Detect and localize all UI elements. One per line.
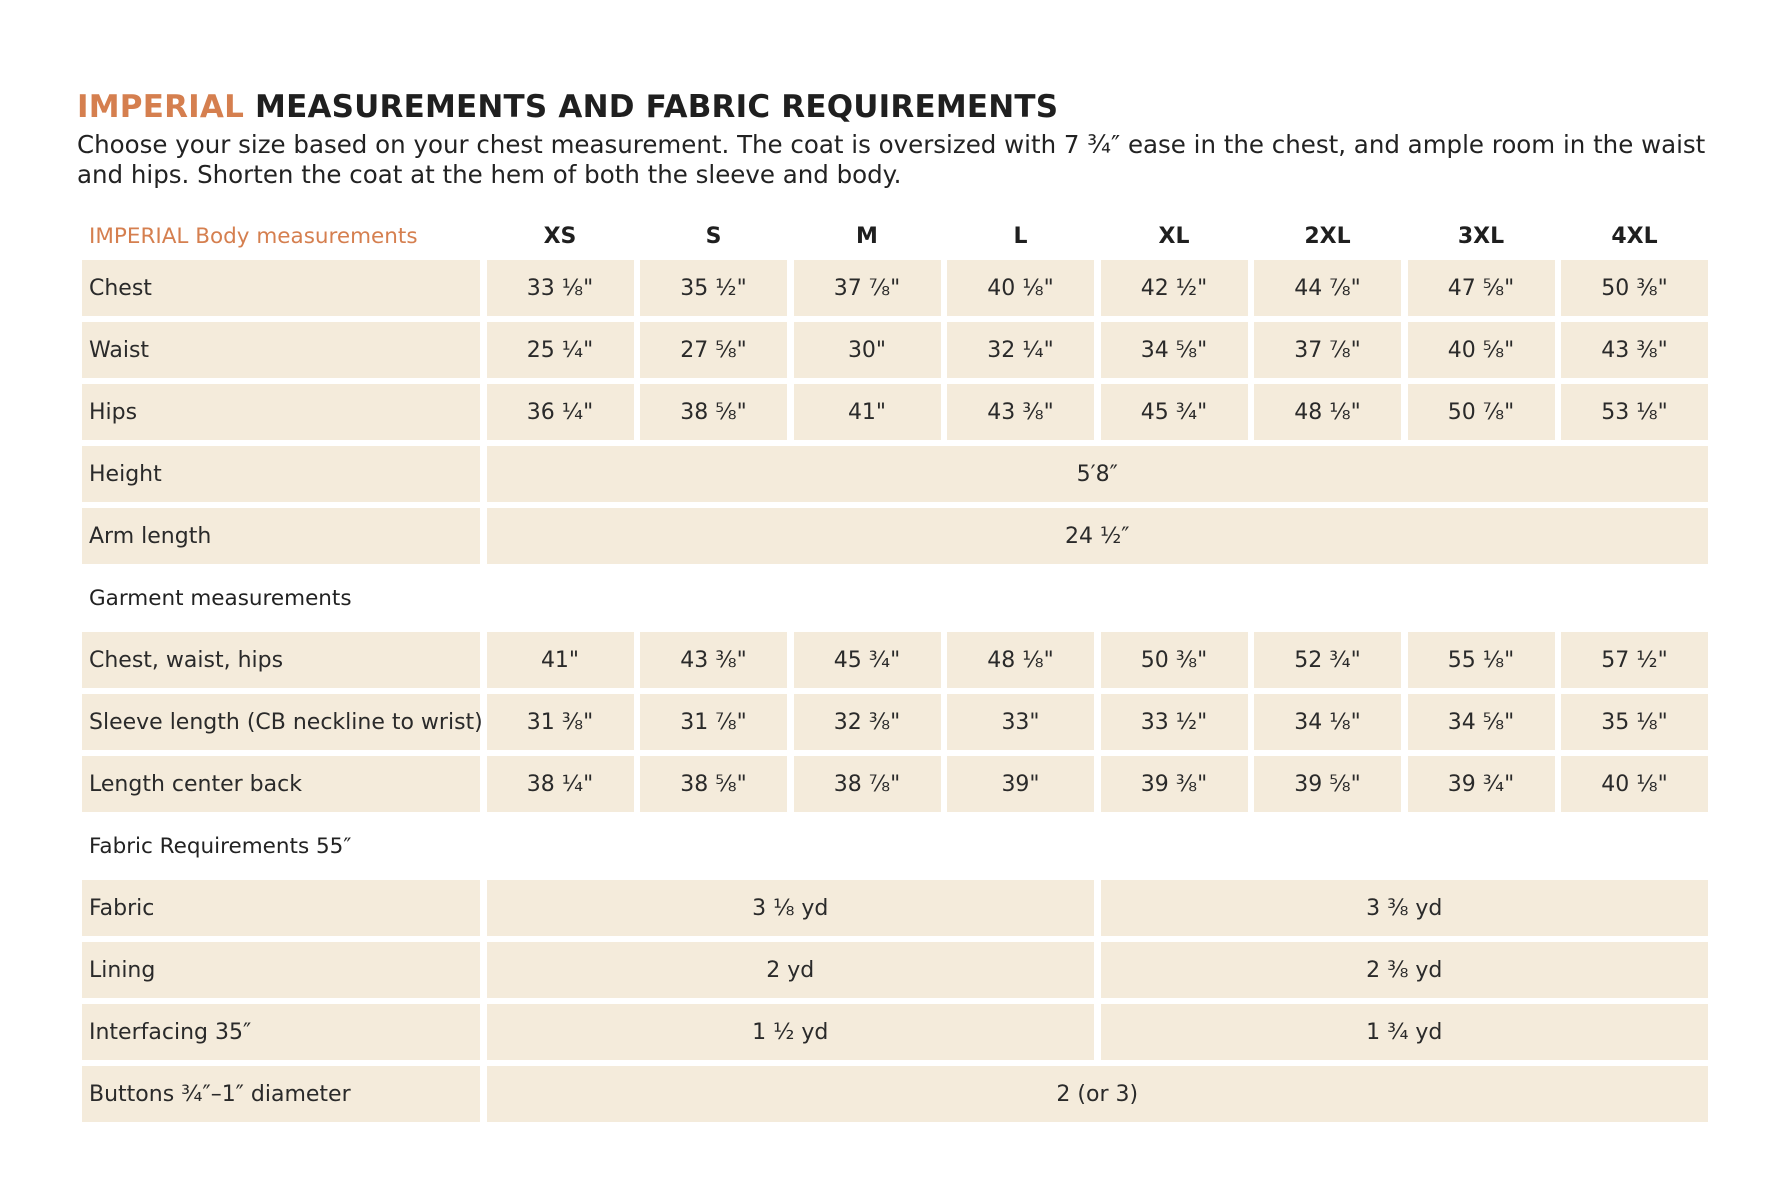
table-cell: 39 ⅝" bbox=[1254, 756, 1401, 812]
row-label-length-center-back: Length center back bbox=[82, 756, 480, 812]
table-cell: 37 ⅞" bbox=[1254, 322, 1401, 378]
table-cell: 48 ⅛" bbox=[947, 632, 1094, 688]
fabric-small-value: 3 ⅛ yd bbox=[487, 880, 1095, 936]
table-cell: 33" bbox=[947, 694, 1094, 750]
size-header: 3XL bbox=[1457, 223, 1505, 249]
table-cell: 36 ¼" bbox=[487, 384, 634, 440]
table-header-label: IMPERIAL Body measurements bbox=[89, 223, 418, 249]
row-label-waist: Waist bbox=[82, 322, 480, 378]
lining-large-value: 2 ⅜ yd bbox=[1101, 942, 1709, 998]
table-cell: 34 ⅝" bbox=[1408, 694, 1555, 750]
section-fabric-requirements: Fabric Requirements 55″ bbox=[89, 833, 352, 859]
size-header: M bbox=[856, 223, 878, 249]
table-cell: 55 ⅛" bbox=[1408, 632, 1555, 688]
row-label-buttons: Buttons ¾″–1″ diameter bbox=[82, 1066, 480, 1122]
table-cell: 38 ⅝" bbox=[640, 384, 787, 440]
table-cell: 32 ⅜" bbox=[794, 694, 941, 750]
size-header: XS bbox=[543, 223, 577, 249]
table-cell: 30" bbox=[794, 322, 941, 378]
table-cell: 34 ⅛" bbox=[1254, 694, 1401, 750]
table-cell: 43 ⅜" bbox=[947, 384, 1094, 440]
table-cell: 57 ½" bbox=[1561, 632, 1708, 688]
title-accent: IMPERIAL bbox=[77, 89, 245, 125]
table-cell: 39" bbox=[947, 756, 1094, 812]
page-title bbox=[77, 90, 1058, 124]
arm-length-value: 24 ½″ bbox=[487, 508, 1709, 564]
table-cell: 50 ⅜" bbox=[1561, 260, 1708, 316]
row-label-chest: Chest bbox=[82, 260, 480, 316]
intro-text: Choose your size based on your chest measurement. The coat is oversized with 7 ¾″ ease in the chest, and ample room in the waist and hips. Shorten the coat at the hem of both the sleeve and body. bbox=[77, 130, 1706, 189]
row-label-fabric: Fabric bbox=[82, 880, 480, 936]
height-value: 5′8″ bbox=[487, 446, 1709, 502]
title-rest: MEASUREMENTS AND FABRIC REQUIREMENTS bbox=[244, 89, 1059, 125]
table-cell: 38 ⅞" bbox=[794, 756, 941, 812]
row-label-chest-waist-hips: Chest, waist, hips bbox=[82, 632, 480, 688]
table-cell: 44 ⅞" bbox=[1254, 260, 1401, 316]
table-cell: 27 ⅝" bbox=[640, 322, 787, 378]
table-cell: 53 ⅛" bbox=[1561, 384, 1708, 440]
table-cell: 45 ¾" bbox=[1101, 384, 1248, 440]
table-cell: 37 ⅞" bbox=[794, 260, 941, 316]
row-label-height: Height bbox=[82, 446, 480, 502]
table-cell: 45 ¾" bbox=[794, 632, 941, 688]
table-cell: 33 ½" bbox=[1101, 694, 1248, 750]
table-cell: 52 ¾" bbox=[1254, 632, 1401, 688]
table-cell: 40 ⅛" bbox=[947, 260, 1094, 316]
table-cell: 34 ⅝" bbox=[1101, 322, 1248, 378]
section-garment-measurements: Garment measurements bbox=[89, 585, 352, 611]
table-cell: 25 ¼" bbox=[487, 322, 634, 378]
table-cell: 40 ⅝" bbox=[1408, 322, 1555, 378]
table-cell: 38 ¼" bbox=[487, 756, 634, 812]
table-cell: 47 ⅝" bbox=[1408, 260, 1555, 316]
size-table bbox=[82, 218, 1704, 1122]
table-cell: 39 ⅜" bbox=[1101, 756, 1248, 812]
interfacing-small-value: 1 ½ yd bbox=[487, 1004, 1095, 1060]
row-label-arm-length: Arm length bbox=[82, 508, 480, 564]
lining-small-value: 2 yd bbox=[487, 942, 1095, 998]
size-header: 4XL bbox=[1611, 223, 1658, 249]
table-cell: 48 ⅛" bbox=[1254, 384, 1401, 440]
size-header: L bbox=[1013, 223, 1028, 249]
interfacing-large-value: 1 ¾ yd bbox=[1101, 1004, 1709, 1060]
row-label-interfacing: Interfacing 35″ bbox=[82, 1004, 480, 1060]
buttons-value: 2 (or 3) bbox=[487, 1066, 1709, 1122]
row-label-lining: Lining bbox=[82, 942, 480, 998]
size-header: S bbox=[705, 223, 722, 249]
table-cell: 41" bbox=[487, 632, 634, 688]
table-cell: 42 ½" bbox=[1101, 260, 1248, 316]
row-label-hips: Hips bbox=[82, 384, 480, 440]
table-cell: 43 ⅜" bbox=[1561, 322, 1708, 378]
table-cell: 41" bbox=[794, 384, 941, 440]
table-cell: 33 ⅛" bbox=[487, 260, 634, 316]
table-cell: 31 ⅜" bbox=[487, 694, 634, 750]
table-cell: 43 ⅜" bbox=[640, 632, 787, 688]
table-cell: 50 ⅜" bbox=[1101, 632, 1248, 688]
table-cell: 50 ⅞" bbox=[1408, 384, 1555, 440]
size-header: XL bbox=[1158, 223, 1190, 249]
table-cell: 35 ⅛" bbox=[1561, 694, 1708, 750]
row-label-sleeve-length: Sleeve length (CB neckline to wrist) bbox=[82, 694, 480, 750]
size-header: 2XL bbox=[1304, 223, 1351, 249]
table-cell: 35 ½" bbox=[640, 260, 787, 316]
table-cell: 40 ⅛" bbox=[1561, 756, 1708, 812]
table-cell: 38 ⅝" bbox=[640, 756, 787, 812]
fabric-large-value: 3 ⅜ yd bbox=[1101, 880, 1709, 936]
table-cell: 39 ¾" bbox=[1408, 756, 1555, 812]
table-cell: 31 ⅞" bbox=[640, 694, 787, 750]
table-cell: 32 ¼" bbox=[947, 322, 1094, 378]
